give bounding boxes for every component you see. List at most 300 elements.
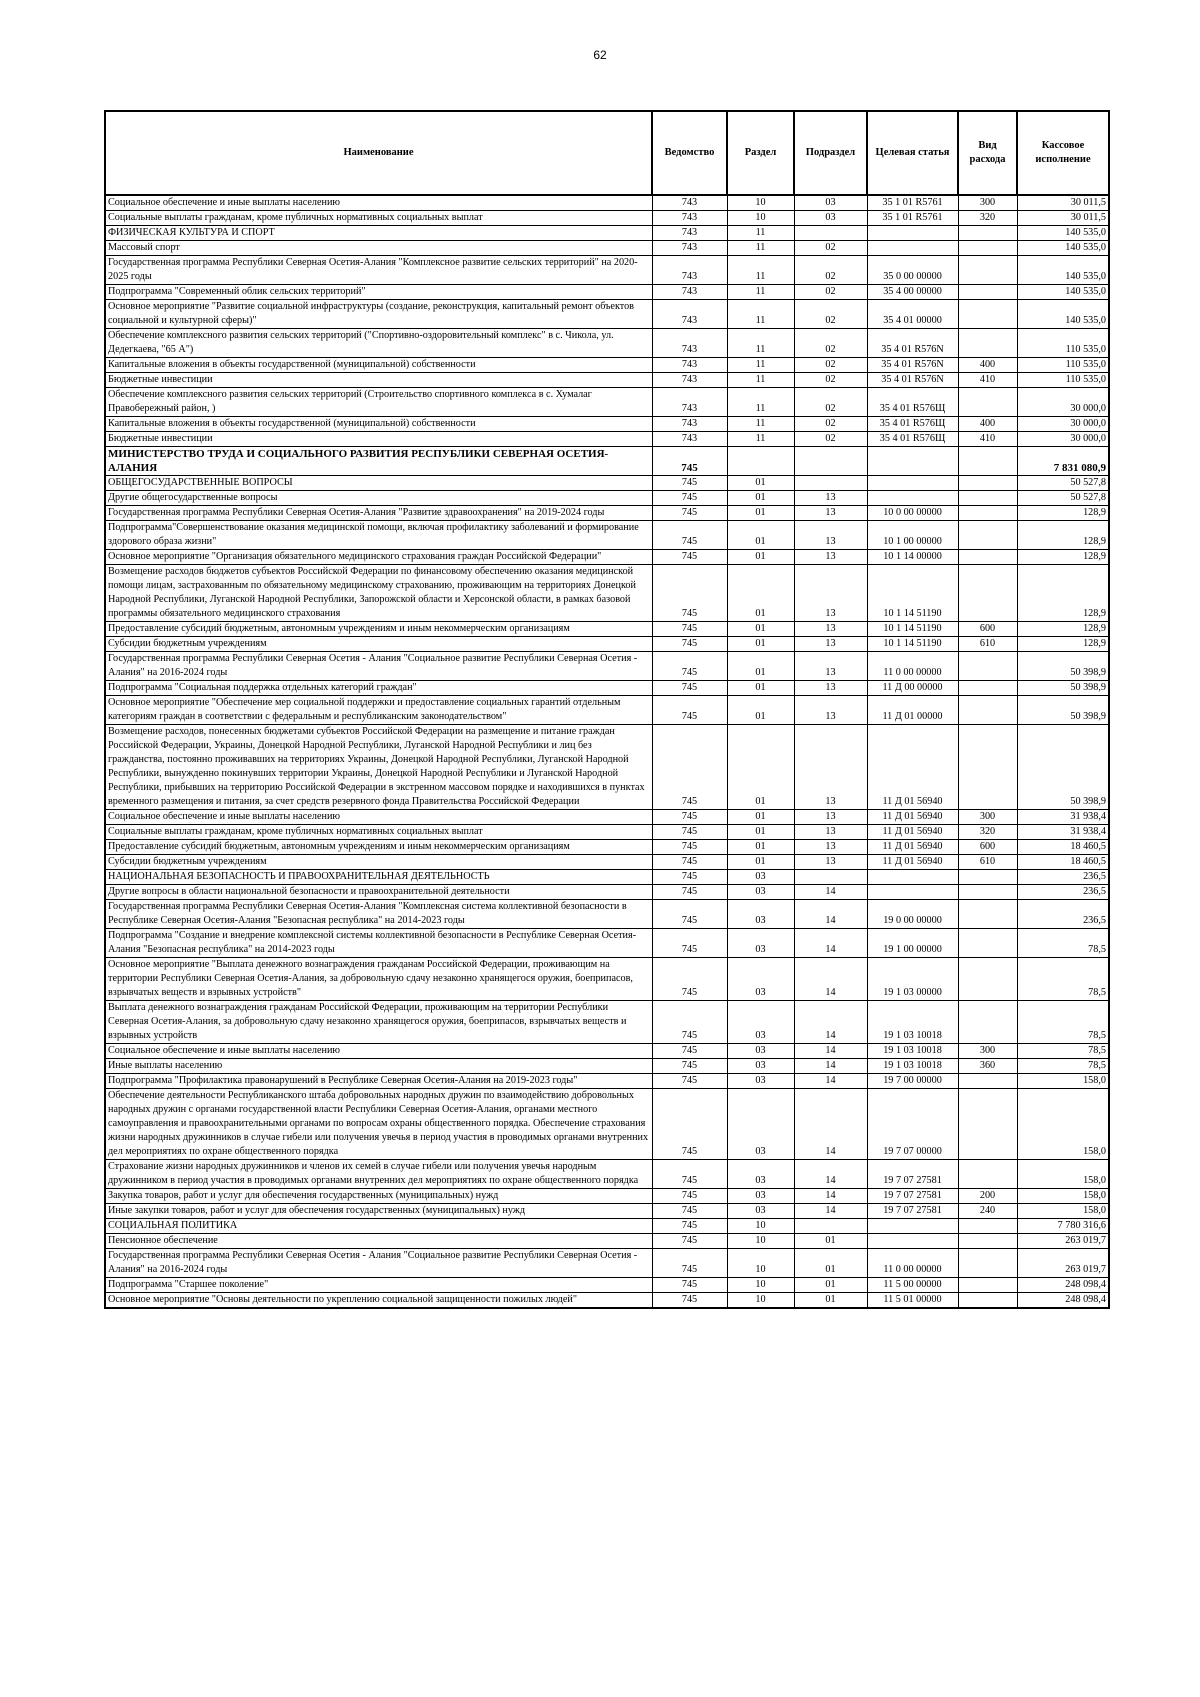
table-row — [105, 840, 1109, 855]
cell-name: Социальные выплаты гражданам, кроме публичных нормативных социальных выплат — [105, 211, 652, 226]
cell-section: 03 — [727, 870, 794, 885]
cell-department: 743 — [652, 417, 727, 432]
cell-subsection: 13 — [794, 681, 867, 696]
cell-department: 743 — [652, 256, 727, 285]
cell-target-article: 35 0 00 00000 — [867, 256, 958, 285]
cell-target-article: 19 7 07 00000 — [867, 1089, 958, 1160]
cell-target-article — [867, 241, 958, 256]
cell-subsection: 02 — [794, 256, 867, 285]
cell-department: 745 — [652, 725, 727, 810]
cell-subsection: 03 — [794, 195, 867, 211]
cell-subsection: 14 — [794, 1160, 867, 1189]
cell-subsection: 13 — [794, 565, 867, 622]
cell-amount: 78,5 — [1017, 958, 1109, 1001]
cell-amount: 50 527,8 — [1017, 476, 1109, 491]
cell-amount: 110 535,0 — [1017, 329, 1109, 358]
table-row — [105, 491, 1109, 506]
cell-department: 745 — [652, 1249, 727, 1278]
cell-subsection: 13 — [794, 810, 867, 825]
cell-department: 745 — [652, 637, 727, 652]
cell-department: 745 — [652, 810, 727, 825]
cell-expense-type: 360 — [958, 1059, 1017, 1074]
cell-section: 01 — [727, 476, 794, 491]
cell-department: 745 — [652, 550, 727, 565]
cell-section: 01 — [727, 855, 794, 870]
cell-name: Массовый спорт — [105, 241, 652, 256]
cell-name: ОБЩЕГОСУДАРСТВЕННЫЕ ВОПРОСЫ — [105, 476, 652, 491]
cell-section: 03 — [727, 900, 794, 929]
cell-expense-type — [958, 1234, 1017, 1249]
cell-expense-type — [958, 285, 1017, 300]
cell-expense-type — [958, 1278, 1017, 1293]
header-section: Раздел — [727, 111, 794, 195]
cell-target-article: 35 4 01 R576N — [867, 373, 958, 388]
cell-subsection: 14 — [794, 1089, 867, 1160]
header-department: Ведомство — [652, 111, 727, 195]
table-row — [105, 725, 1109, 810]
cell-department: 745 — [652, 521, 727, 550]
cell-section: 01 — [727, 565, 794, 622]
cell-expense-type — [958, 506, 1017, 521]
cell-name: Подпрограмма "Создание и внедрение комплексной системы коллективной безопасности в Республике Северная Осетия-Алания "Безопасная республика" на 2014-2023 годы — [105, 929, 652, 958]
cell-name: Основное мероприятие "Организация обязательного медицинского страхования граждан Российской Федерации" — [105, 550, 652, 565]
table-row — [105, 825, 1109, 840]
cell-subsection: 13 — [794, 550, 867, 565]
cell-target-article: 11 5 01 00000 — [867, 1293, 958, 1309]
cell-name: Другие вопросы в области национальной безопасности и правоохранительной деятельности — [105, 885, 652, 900]
cell-expense-type — [958, 388, 1017, 417]
header-subsection: Подраздел — [794, 111, 867, 195]
cell-section: 10 — [727, 1234, 794, 1249]
header-name: Наименование — [105, 111, 652, 195]
cell-department: 745 — [652, 900, 727, 929]
cell-subsection: 02 — [794, 373, 867, 388]
cell-target-article: 11 Д 01 00000 — [867, 696, 958, 725]
cell-amount: 50 527,8 — [1017, 491, 1109, 506]
cell-target-article: 10 1 14 00000 — [867, 550, 958, 565]
cell-department: 745 — [652, 1074, 727, 1089]
cell-target-article: 35 4 01 R576Щ — [867, 432, 958, 447]
cell-department: 745 — [652, 1278, 727, 1293]
table-row — [105, 870, 1109, 885]
cell-section: 01 — [727, 521, 794, 550]
cell-name: Основное мероприятие "Обеспечение мер социальной поддержки и предоставление социальных гарантий отдельным категориям граждан в соответствии с федеральным и республиканским законодательством" — [105, 696, 652, 725]
cell-department: 745 — [652, 1234, 727, 1249]
cell-amount: 50 398,9 — [1017, 681, 1109, 696]
cell-target-article: 11 Д 01 56940 — [867, 810, 958, 825]
table-body — [105, 195, 1109, 1308]
cell-expense-type — [958, 476, 1017, 491]
cell-name: Предоставление субсидий бюджетным, автономным учреждениям и иным некоммерческим организациям — [105, 840, 652, 855]
cell-subsection — [794, 1219, 867, 1234]
cell-section: 11 — [727, 329, 794, 358]
cell-subsection — [794, 870, 867, 885]
cell-section: 10 — [727, 1219, 794, 1234]
cell-department: 745 — [652, 870, 727, 885]
cell-section: 11 — [727, 256, 794, 285]
cell-section: 11 — [727, 241, 794, 256]
cell-expense-type — [958, 652, 1017, 681]
cell-amount: 30 000,0 — [1017, 388, 1109, 417]
cell-department: 745 — [652, 1160, 727, 1189]
cell-amount: 263 019,7 — [1017, 1234, 1109, 1249]
table-row — [105, 285, 1109, 300]
cell-subsection: 14 — [794, 1074, 867, 1089]
cell-target-article: 11 Д 01 56940 — [867, 725, 958, 810]
cell-department: 743 — [652, 300, 727, 329]
cell-name: СОЦИАЛЬНАЯ ПОЛИТИКА — [105, 1219, 652, 1234]
cell-subsection: 01 — [794, 1293, 867, 1309]
cell-target-article — [867, 226, 958, 241]
cell-section: 11 — [727, 417, 794, 432]
cell-department: 745 — [652, 1293, 727, 1309]
cell-target-article: 10 1 00 00000 — [867, 521, 958, 550]
cell-department: 745 — [652, 681, 727, 696]
cell-amount: 128,9 — [1017, 622, 1109, 637]
cell-name: МИНИСТЕРСТВО ТРУДА И СОЦИАЛЬНОГО РАЗВИТИЯ РЕСПУБЛИКИ СЕВЕРНАЯ ОСЕТИЯ-АЛАНИЯ — [105, 447, 652, 476]
cell-department: 743 — [652, 358, 727, 373]
cell-target-article: 19 0 00 00000 — [867, 900, 958, 929]
table-row — [105, 358, 1109, 373]
table-row — [105, 388, 1109, 417]
cell-department: 745 — [652, 447, 727, 476]
cell-amount: 128,9 — [1017, 550, 1109, 565]
cell-expense-type: 320 — [958, 211, 1017, 226]
cell-subsection: 02 — [794, 417, 867, 432]
cell-section: 03 — [727, 1160, 794, 1189]
cell-target-article: 35 4 01 R576N — [867, 329, 958, 358]
cell-expense-type — [958, 1160, 1017, 1189]
table-row — [105, 506, 1109, 521]
cell-target-article: 35 1 01 R5761 — [867, 195, 958, 211]
cell-amount: 236,5 — [1017, 870, 1109, 885]
cell-subsection: 13 — [794, 840, 867, 855]
cell-amount: 248 098,4 — [1017, 1278, 1109, 1293]
cell-subsection: 02 — [794, 329, 867, 358]
cell-department: 745 — [652, 1001, 727, 1044]
cell-name: Социальное обеспечение и иные выплаты населению — [105, 810, 652, 825]
cell-department: 745 — [652, 506, 727, 521]
table-row — [105, 696, 1109, 725]
table-row — [105, 256, 1109, 285]
cell-amount: 128,9 — [1017, 565, 1109, 622]
cell-name: Подпрограмма "Профилактика правонарушений в Республике Северная Осетия-Алания на 2019-2023 годы" — [105, 1074, 652, 1089]
cell-subsection: 13 — [794, 825, 867, 840]
cell-section: 01 — [727, 506, 794, 521]
cell-target-article: 35 4 01 R576Щ — [867, 388, 958, 417]
cell-amount: 18 460,5 — [1017, 855, 1109, 870]
cell-amount: 140 535,0 — [1017, 256, 1109, 285]
cell-target-article: 11 5 00 00000 — [867, 1278, 958, 1293]
cell-name: Основное мероприятие "Основы деятельности по укреплению социальной защищенности пожилых людей" — [105, 1293, 652, 1309]
cell-expense-type — [958, 491, 1017, 506]
cell-department: 745 — [652, 652, 727, 681]
table-row — [105, 476, 1109, 491]
cell-expense-type — [958, 550, 1017, 565]
cell-name: Другие общегосударственные вопросы — [105, 491, 652, 506]
cell-expense-type — [958, 447, 1017, 476]
cell-department: 743 — [652, 241, 727, 256]
cell-name: Социальные выплаты гражданам, кроме публичных нормативных социальных выплат — [105, 825, 652, 840]
cell-subsection: 14 — [794, 1044, 867, 1059]
cell-target-article: 35 4 01 R576Щ — [867, 417, 958, 432]
cell-target-article — [867, 1234, 958, 1249]
cell-name: Бюджетные инвестиции — [105, 432, 652, 447]
cell-target-article: 10 1 14 51190 — [867, 565, 958, 622]
cell-amount: 31 938,4 — [1017, 810, 1109, 825]
cell-name: Государственная программа Республики Северная Осетия-Алания "Комплексное развитие сельских территорий" на 2020-2025 годы — [105, 256, 652, 285]
cell-expense-type — [958, 241, 1017, 256]
cell-expense-type: 600 — [958, 840, 1017, 855]
cell-subsection: 13 — [794, 506, 867, 521]
cell-expense-type — [958, 300, 1017, 329]
cell-subsection: 13 — [794, 491, 867, 506]
table-row — [105, 1059, 1109, 1074]
table-header — [105, 111, 1109, 195]
cell-section: 03 — [727, 1074, 794, 1089]
cell-subsection: 01 — [794, 1249, 867, 1278]
cell-target-article — [867, 1219, 958, 1234]
cell-amount: 236,5 — [1017, 900, 1109, 929]
table-row — [105, 550, 1109, 565]
cell-subsection: 14 — [794, 958, 867, 1001]
cell-department: 745 — [652, 476, 727, 491]
table-row — [105, 329, 1109, 358]
cell-name: Государственная программа Республики Северная Осетия-Алания "Комплексная система коллективной безопасности в Республике Северная Осетия-Алания "Безопасная республика" на 2014-2023 годы — [105, 900, 652, 929]
cell-amount: 140 535,0 — [1017, 285, 1109, 300]
cell-section: 10 — [727, 1249, 794, 1278]
cell-target-article: 19 1 03 10018 — [867, 1044, 958, 1059]
cell-expense-type — [958, 885, 1017, 900]
table-row — [105, 195, 1109, 211]
table-row — [105, 447, 1109, 476]
table-row — [105, 900, 1109, 929]
cell-department: 743 — [652, 373, 727, 388]
cell-amount: 248 098,4 — [1017, 1293, 1109, 1309]
cell-department: 745 — [652, 491, 727, 506]
cell-expense-type: 320 — [958, 825, 1017, 840]
table-row — [105, 565, 1109, 622]
cell-name: Выплата денежного вознаграждения гражданам Российской Федерации, проживающим на территории Республики Северная Осетия-Алания, за добровольную сдачу незаконно хранящегося оружия, боеприпасов, взрывчатых веществ и взрывных устройств — [105, 1001, 652, 1044]
cell-section: 01 — [727, 491, 794, 506]
cell-subsection: 13 — [794, 637, 867, 652]
cell-department: 743 — [652, 195, 727, 211]
cell-expense-type — [958, 958, 1017, 1001]
cell-amount: 78,5 — [1017, 929, 1109, 958]
cell-department: 743 — [652, 211, 727, 226]
cell-amount: 31 938,4 — [1017, 825, 1109, 840]
cell-expense-type — [958, 929, 1017, 958]
cell-target-article: 11 0 00 00000 — [867, 1249, 958, 1278]
cell-amount: 236,5 — [1017, 885, 1109, 900]
cell-amount: 158,0 — [1017, 1089, 1109, 1160]
cell-expense-type: 410 — [958, 373, 1017, 388]
cell-amount: 7 831 080,9 — [1017, 447, 1109, 476]
table-row — [105, 1160, 1109, 1189]
cell-subsection: 02 — [794, 358, 867, 373]
cell-section: 03 — [727, 1089, 794, 1160]
cell-section: 03 — [727, 1204, 794, 1219]
cell-name: Основное мероприятие "Выплата денежного вознаграждения гражданам Российской Федерации, проживающим на территории Республики Северная Осетия-Алания, за добровольную сдачу незаконно хранящегося оружия, боеприпасов, взрывчатых веществ и взрывных устройств" — [105, 958, 652, 1001]
cell-department: 745 — [652, 1219, 727, 1234]
cell-expense-type: 200 — [958, 1189, 1017, 1204]
cell-amount: 158,0 — [1017, 1074, 1109, 1089]
cell-subsection: 02 — [794, 432, 867, 447]
cell-expense-type: 300 — [958, 195, 1017, 211]
cell-expense-type — [958, 696, 1017, 725]
cell-name: Пенсионное обеспечение — [105, 1234, 652, 1249]
cell-expense-type — [958, 1074, 1017, 1089]
table-row — [105, 958, 1109, 1001]
cell-expense-type — [958, 900, 1017, 929]
table-row — [105, 226, 1109, 241]
cell-target-article: 19 7 07 27581 — [867, 1160, 958, 1189]
cell-name: Государственная программа Республики Северная Осетия-Алания "Развитие здравоохранения" на 2019-2024 годы — [105, 506, 652, 521]
cell-department: 743 — [652, 388, 727, 417]
cell-expense-type: 610 — [958, 637, 1017, 652]
cell-name: Подпрограмма "Социальная поддержка отдельных категорий граждан" — [105, 681, 652, 696]
cell-department: 743 — [652, 329, 727, 358]
cell-target-article: 35 4 01 R576N — [867, 358, 958, 373]
cell-expense-type — [958, 565, 1017, 622]
cell-name: Бюджетные инвестиции — [105, 373, 652, 388]
page-number: 62 — [593, 48, 607, 62]
cell-subsection: 14 — [794, 1189, 867, 1204]
header-cash-execution: Кассовое исполнение — [1017, 111, 1109, 195]
cell-name: Субсидии бюджетным учреждениям — [105, 637, 652, 652]
cell-target-article: 11 0 00 00000 — [867, 652, 958, 681]
table-row — [105, 211, 1109, 226]
cell-department: 745 — [652, 1204, 727, 1219]
table-row — [105, 929, 1109, 958]
table-row — [105, 373, 1109, 388]
cell-name: Социальное обеспечение и иные выплаты населению — [105, 195, 652, 211]
table-row — [105, 637, 1109, 652]
cell-expense-type — [958, 226, 1017, 241]
table-row — [105, 1001, 1109, 1044]
cell-target-article — [867, 476, 958, 491]
cell-target-article: 19 7 07 27581 — [867, 1189, 958, 1204]
table-row — [105, 681, 1109, 696]
cell-section: 01 — [727, 637, 794, 652]
budget-table — [104, 110, 1110, 1309]
cell-subsection: 13 — [794, 622, 867, 637]
table-row — [105, 241, 1109, 256]
cell-expense-type: 300 — [958, 810, 1017, 825]
cell-department: 745 — [652, 696, 727, 725]
cell-target-article: 10 1 14 51190 — [867, 622, 958, 637]
cell-target-article — [867, 870, 958, 885]
cell-department: 745 — [652, 840, 727, 855]
cell-section: 10 — [727, 1278, 794, 1293]
table-row — [105, 1278, 1109, 1293]
cell-subsection: 14 — [794, 1001, 867, 1044]
table-row — [105, 1044, 1109, 1059]
cell-section: 01 — [727, 810, 794, 825]
table-row — [105, 885, 1109, 900]
cell-amount: 140 535,0 — [1017, 241, 1109, 256]
cell-amount: 30 000,0 — [1017, 432, 1109, 447]
cell-target-article: 19 1 03 00000 — [867, 958, 958, 1001]
cell-section: 11 — [727, 432, 794, 447]
cell-section: 11 — [727, 226, 794, 241]
cell-expense-type — [958, 521, 1017, 550]
cell-department: 745 — [652, 885, 727, 900]
cell-expense-type — [958, 1249, 1017, 1278]
cell-name: Предоставление субсидий бюджетным, автономным учреждениям и иным некоммерческим организациям — [105, 622, 652, 637]
cell-subsection: 01 — [794, 1234, 867, 1249]
cell-subsection: 14 — [794, 885, 867, 900]
cell-target-article: 10 1 14 51190 — [867, 637, 958, 652]
table-row — [105, 432, 1109, 447]
cell-target-article: 35 4 01 00000 — [867, 300, 958, 329]
cell-subsection — [794, 226, 867, 241]
cell-amount: 158,0 — [1017, 1160, 1109, 1189]
cell-subsection — [794, 447, 867, 476]
cell-target-article: 19 7 07 27581 — [867, 1204, 958, 1219]
cell-department: 743 — [652, 432, 727, 447]
cell-amount: 50 398,9 — [1017, 652, 1109, 681]
table-row — [105, 417, 1109, 432]
cell-section: 11 — [727, 285, 794, 300]
cell-section: 01 — [727, 550, 794, 565]
cell-section: 01 — [727, 622, 794, 637]
cell-subsection: 13 — [794, 521, 867, 550]
cell-subsection: 01 — [794, 1278, 867, 1293]
cell-amount: 158,0 — [1017, 1189, 1109, 1204]
cell-name: Обеспечение комплексного развития сельских территорий ("Спортивно-оздоровительный комплекс" в с. Чикола, ул. Дедегкаева, "65 А") — [105, 329, 652, 358]
cell-expense-type: 410 — [958, 432, 1017, 447]
cell-subsection: 13 — [794, 696, 867, 725]
cell-department: 745 — [652, 565, 727, 622]
cell-target-article: 19 7 00 00000 — [867, 1074, 958, 1089]
cell-target-article: 19 1 03 10018 — [867, 1059, 958, 1074]
cell-expense-type: 400 — [958, 417, 1017, 432]
cell-expense-type — [958, 1293, 1017, 1309]
cell-name: Иные закупки товаров, работ и услуг для обеспечения государственных (муниципальных) нужд — [105, 1204, 652, 1219]
cell-subsection: 14 — [794, 929, 867, 958]
cell-subsection: 13 — [794, 725, 867, 810]
cell-section: 03 — [727, 885, 794, 900]
cell-amount: 263 019,7 — [1017, 1249, 1109, 1278]
cell-expense-type: 610 — [958, 855, 1017, 870]
cell-target-article: 10 0 00 00000 — [867, 506, 958, 521]
cell-name: Капитальные вложения в объекты государственной (муниципальной) собственности — [105, 417, 652, 432]
cell-expense-type: 300 — [958, 1044, 1017, 1059]
cell-name: Основное мероприятие "Развитие социальной инфраструктуры (создание, реконструкция, капитальный ремонт объектов социальной и культурной сферы)" — [105, 300, 652, 329]
cell-target-article — [867, 885, 958, 900]
cell-expense-type — [958, 725, 1017, 810]
cell-section: 03 — [727, 1044, 794, 1059]
cell-expense-type: 400 — [958, 358, 1017, 373]
cell-department: 745 — [652, 1189, 727, 1204]
cell-name: Субсидии бюджетным учреждениям — [105, 855, 652, 870]
cell-name: Подпрограмма"Совершенствование оказания медицинской помощи, включая профилактику заболеваний и формирование здорового образа жизни" — [105, 521, 652, 550]
table-row — [105, 652, 1109, 681]
cell-amount: 140 535,0 — [1017, 226, 1109, 241]
cell-subsection: 14 — [794, 1204, 867, 1219]
table-row — [105, 1219, 1109, 1234]
cell-department: 745 — [652, 958, 727, 1001]
table-row — [105, 1074, 1109, 1089]
cell-target-article: 11 Д 01 56940 — [867, 825, 958, 840]
header-row — [105, 111, 1109, 195]
cell-amount: 158,0 — [1017, 1204, 1109, 1219]
cell-subsection — [794, 476, 867, 491]
cell-department: 743 — [652, 285, 727, 300]
cell-amount: 128,9 — [1017, 637, 1109, 652]
table-row — [105, 1189, 1109, 1204]
